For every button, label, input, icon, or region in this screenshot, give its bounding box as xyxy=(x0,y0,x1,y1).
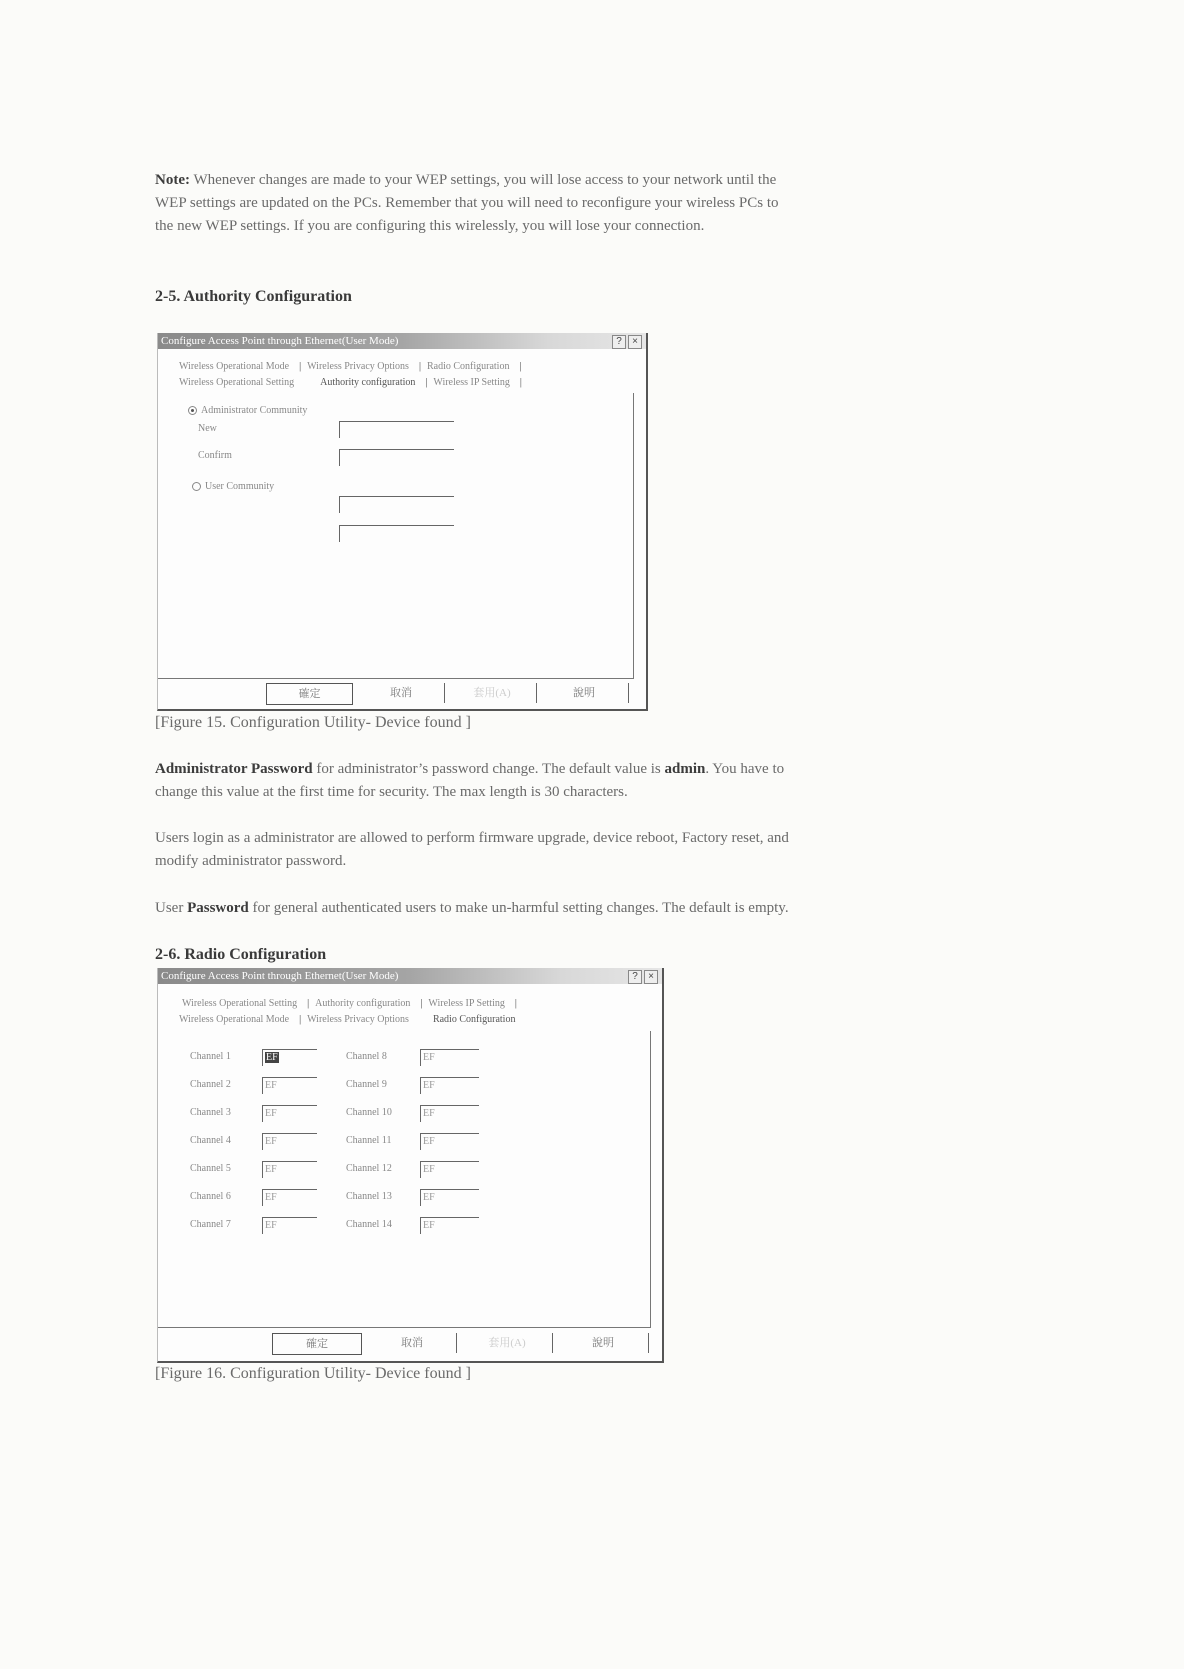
ok-button[interactable]: 確定 xyxy=(272,1333,362,1355)
apply-button[interactable]: 套用(A) xyxy=(462,1333,553,1353)
note-line-3: the new WEP settings. If you are configuring this wirelessly, you will lose your connection. xyxy=(155,218,705,234)
channel-input[interactable]: EF xyxy=(262,1133,317,1150)
channel-input[interactable] xyxy=(262,1049,317,1066)
users-line-2: modify administrator password. xyxy=(155,853,347,869)
help-button[interactable]: 說明 xyxy=(540,683,629,703)
admin-text-2: . You have to xyxy=(705,761,785,777)
help-icon[interactable]: ? xyxy=(628,970,642,984)
authority-config-dialog xyxy=(157,333,648,711)
channel-label: Channel 12 xyxy=(346,1163,392,1174)
user-pw-text-1: User xyxy=(155,900,188,916)
users-line-1: Users login as a administrator are allowed to perform firmware upgrade, device reboot, Factory reset, and xyxy=(155,830,789,846)
channel-input[interactable]: EF xyxy=(262,1105,317,1122)
channel-input[interactable]: EF xyxy=(420,1105,479,1122)
section-heading-radio: 2-6. Radio Configuration xyxy=(155,946,327,963)
channel-label: Channel 6 xyxy=(190,1191,231,1202)
user-community-option[interactable] xyxy=(192,481,274,492)
dialog-title: Configure Access Point through Ethernet(User Mode) xyxy=(161,335,399,347)
user-community-radio[interactable] xyxy=(192,482,201,491)
figure-15-caption: [Figure 15. Configuration Utility- Device found ] xyxy=(155,714,471,731)
figure-16-caption: [Figure 16. Configuration Utility- Device found ] xyxy=(155,1365,471,1382)
apply-button[interactable]: 套用(A) xyxy=(448,683,537,703)
tab-radio-configuration[interactable]: Radio Configuration xyxy=(426,361,510,372)
tab-row-1: Wireless Operational Setting | Authority configuration | Wireless IP Setting | xyxy=(182,998,517,1009)
admin-community-radio[interactable] xyxy=(188,406,197,415)
admin-password-paragraph xyxy=(155,758,1015,804)
tab-panel xyxy=(158,1031,651,1328)
confirm-password-input[interactable] xyxy=(339,449,454,466)
tab-authority-configuration[interactable]: Authority configuration xyxy=(315,998,411,1009)
channel-input[interactable]: EF xyxy=(262,1217,317,1234)
channel-input[interactable]: EF xyxy=(420,1133,479,1150)
close-icon[interactable]: × xyxy=(644,970,658,984)
channel-label: Channel 13 xyxy=(346,1191,392,1202)
dialog-titlebar xyxy=(158,968,662,984)
channel-input[interactable]: EF xyxy=(420,1049,479,1066)
channel-label: Channel 1 xyxy=(190,1051,231,1062)
channel-label: Channel 14 xyxy=(346,1219,392,1230)
section-heading-authority: 2-5. Authority Configuration xyxy=(155,288,352,305)
channel-input[interactable]: EF xyxy=(420,1217,479,1234)
new-password-input[interactable] xyxy=(339,421,454,438)
user-community-label: User Community xyxy=(205,481,275,492)
channel-label: Channel 3 xyxy=(190,1107,231,1118)
channel-input[interactable]: EF xyxy=(262,1161,317,1178)
tab-wireless-operational-mode[interactable]: Wireless Operational Mode xyxy=(179,1014,290,1025)
channel-label: Channel 8 xyxy=(346,1051,387,1062)
user-pw-text-2: for general authenticated users to make un-harmful setting changes. The default is empty. xyxy=(248,900,789,916)
admin-line-2: change this value at the first time for security. The max length is 30 characters. xyxy=(155,784,628,800)
note-label: Note: xyxy=(155,172,190,188)
dialog-titlebar xyxy=(158,333,646,349)
tab-row-2: Wireless Operational Mode | Wireless Privacy Options Radio Configuration xyxy=(179,1014,516,1025)
tab-wireless-operational-mode[interactable]: Wireless Operational Mode xyxy=(179,361,290,372)
confirm-label: Confirm xyxy=(198,450,232,461)
tab-wireless-operational-setting[interactable]: Wireless Operational Setting xyxy=(182,998,298,1009)
channel-label: Channel 7 xyxy=(190,1219,231,1230)
channel-label: Channel 10 xyxy=(346,1107,392,1118)
note-line-2: WEP settings are updated on the PCs. Remember that you will need to reconfigure your wireless PCs to xyxy=(155,195,779,211)
channel-label: Channel 11 xyxy=(346,1135,392,1146)
tab-wireless-operational-setting[interactable]: Wireless Operational Setting xyxy=(179,377,295,388)
channel-label: Channel 4 xyxy=(190,1135,231,1146)
close-icon[interactable]: × xyxy=(628,335,642,349)
user-password-term: Password xyxy=(187,900,249,916)
tab-row-2: Wireless Operational Setting Authority configuration | Wireless IP Setting | xyxy=(179,377,522,388)
channel-label: Channel 5 xyxy=(190,1163,231,1174)
user-password-paragraph xyxy=(155,897,1015,920)
channel-input[interactable]: EF xyxy=(420,1161,479,1178)
admin-community-option[interactable] xyxy=(188,405,307,416)
admin-password-term: Administrator Password xyxy=(155,761,313,777)
ok-button[interactable]: 確定 xyxy=(266,683,353,705)
users-login-paragraph xyxy=(155,827,1015,873)
channel-label: Channel 9 xyxy=(346,1079,387,1090)
note-paragraph xyxy=(155,169,1015,238)
user-confirm-input[interactable] xyxy=(339,525,454,542)
tab-wireless-privacy-options[interactable]: Wireless Privacy Options xyxy=(307,1014,409,1025)
admin-default-value: admin xyxy=(664,761,706,777)
admin-text-1: for administrator’s password change. The default value is xyxy=(312,761,665,777)
tab-radio-configuration[interactable]: Radio Configuration xyxy=(432,1014,516,1025)
tab-wireless-ip-setting[interactable]: Wireless IP Setting xyxy=(433,377,510,388)
channel-label: Channel 2 xyxy=(190,1079,231,1090)
channel-input[interactable]: EF xyxy=(420,1189,479,1206)
cancel-button[interactable]: 取消 xyxy=(368,1333,457,1353)
tab-wireless-ip-setting[interactable]: Wireless IP Setting xyxy=(428,998,505,1009)
help-button[interactable]: 說明 xyxy=(558,1333,649,1353)
channel-input[interactable]: EF xyxy=(262,1077,317,1094)
channel-value: EF xyxy=(266,1052,278,1063)
channel-input[interactable]: EF xyxy=(420,1077,479,1094)
tab-wireless-privacy-options[interactable]: Wireless Privacy Options xyxy=(307,361,409,372)
new-label: New xyxy=(198,423,217,434)
dialog-title: Configure Access Point through Ethernet(User Mode) xyxy=(161,970,399,982)
admin-community-label: Administrator Community xyxy=(201,405,308,416)
tab-row-1: Wireless Operational Mode | Wireless Privacy Options | Radio Configuration | xyxy=(179,361,522,372)
user-password-input[interactable] xyxy=(339,496,454,513)
channel-input[interactable]: EF xyxy=(262,1189,317,1206)
tab-authority-configuration[interactable]: Authority configuration xyxy=(320,377,416,388)
note-line-1: Whenever changes are made to your WEP settings, you will lose access to your network until the xyxy=(189,172,777,188)
help-icon[interactable]: ? xyxy=(612,335,626,349)
radio-config-dialog xyxy=(157,968,664,1363)
cancel-button[interactable]: 取消 xyxy=(358,683,445,703)
